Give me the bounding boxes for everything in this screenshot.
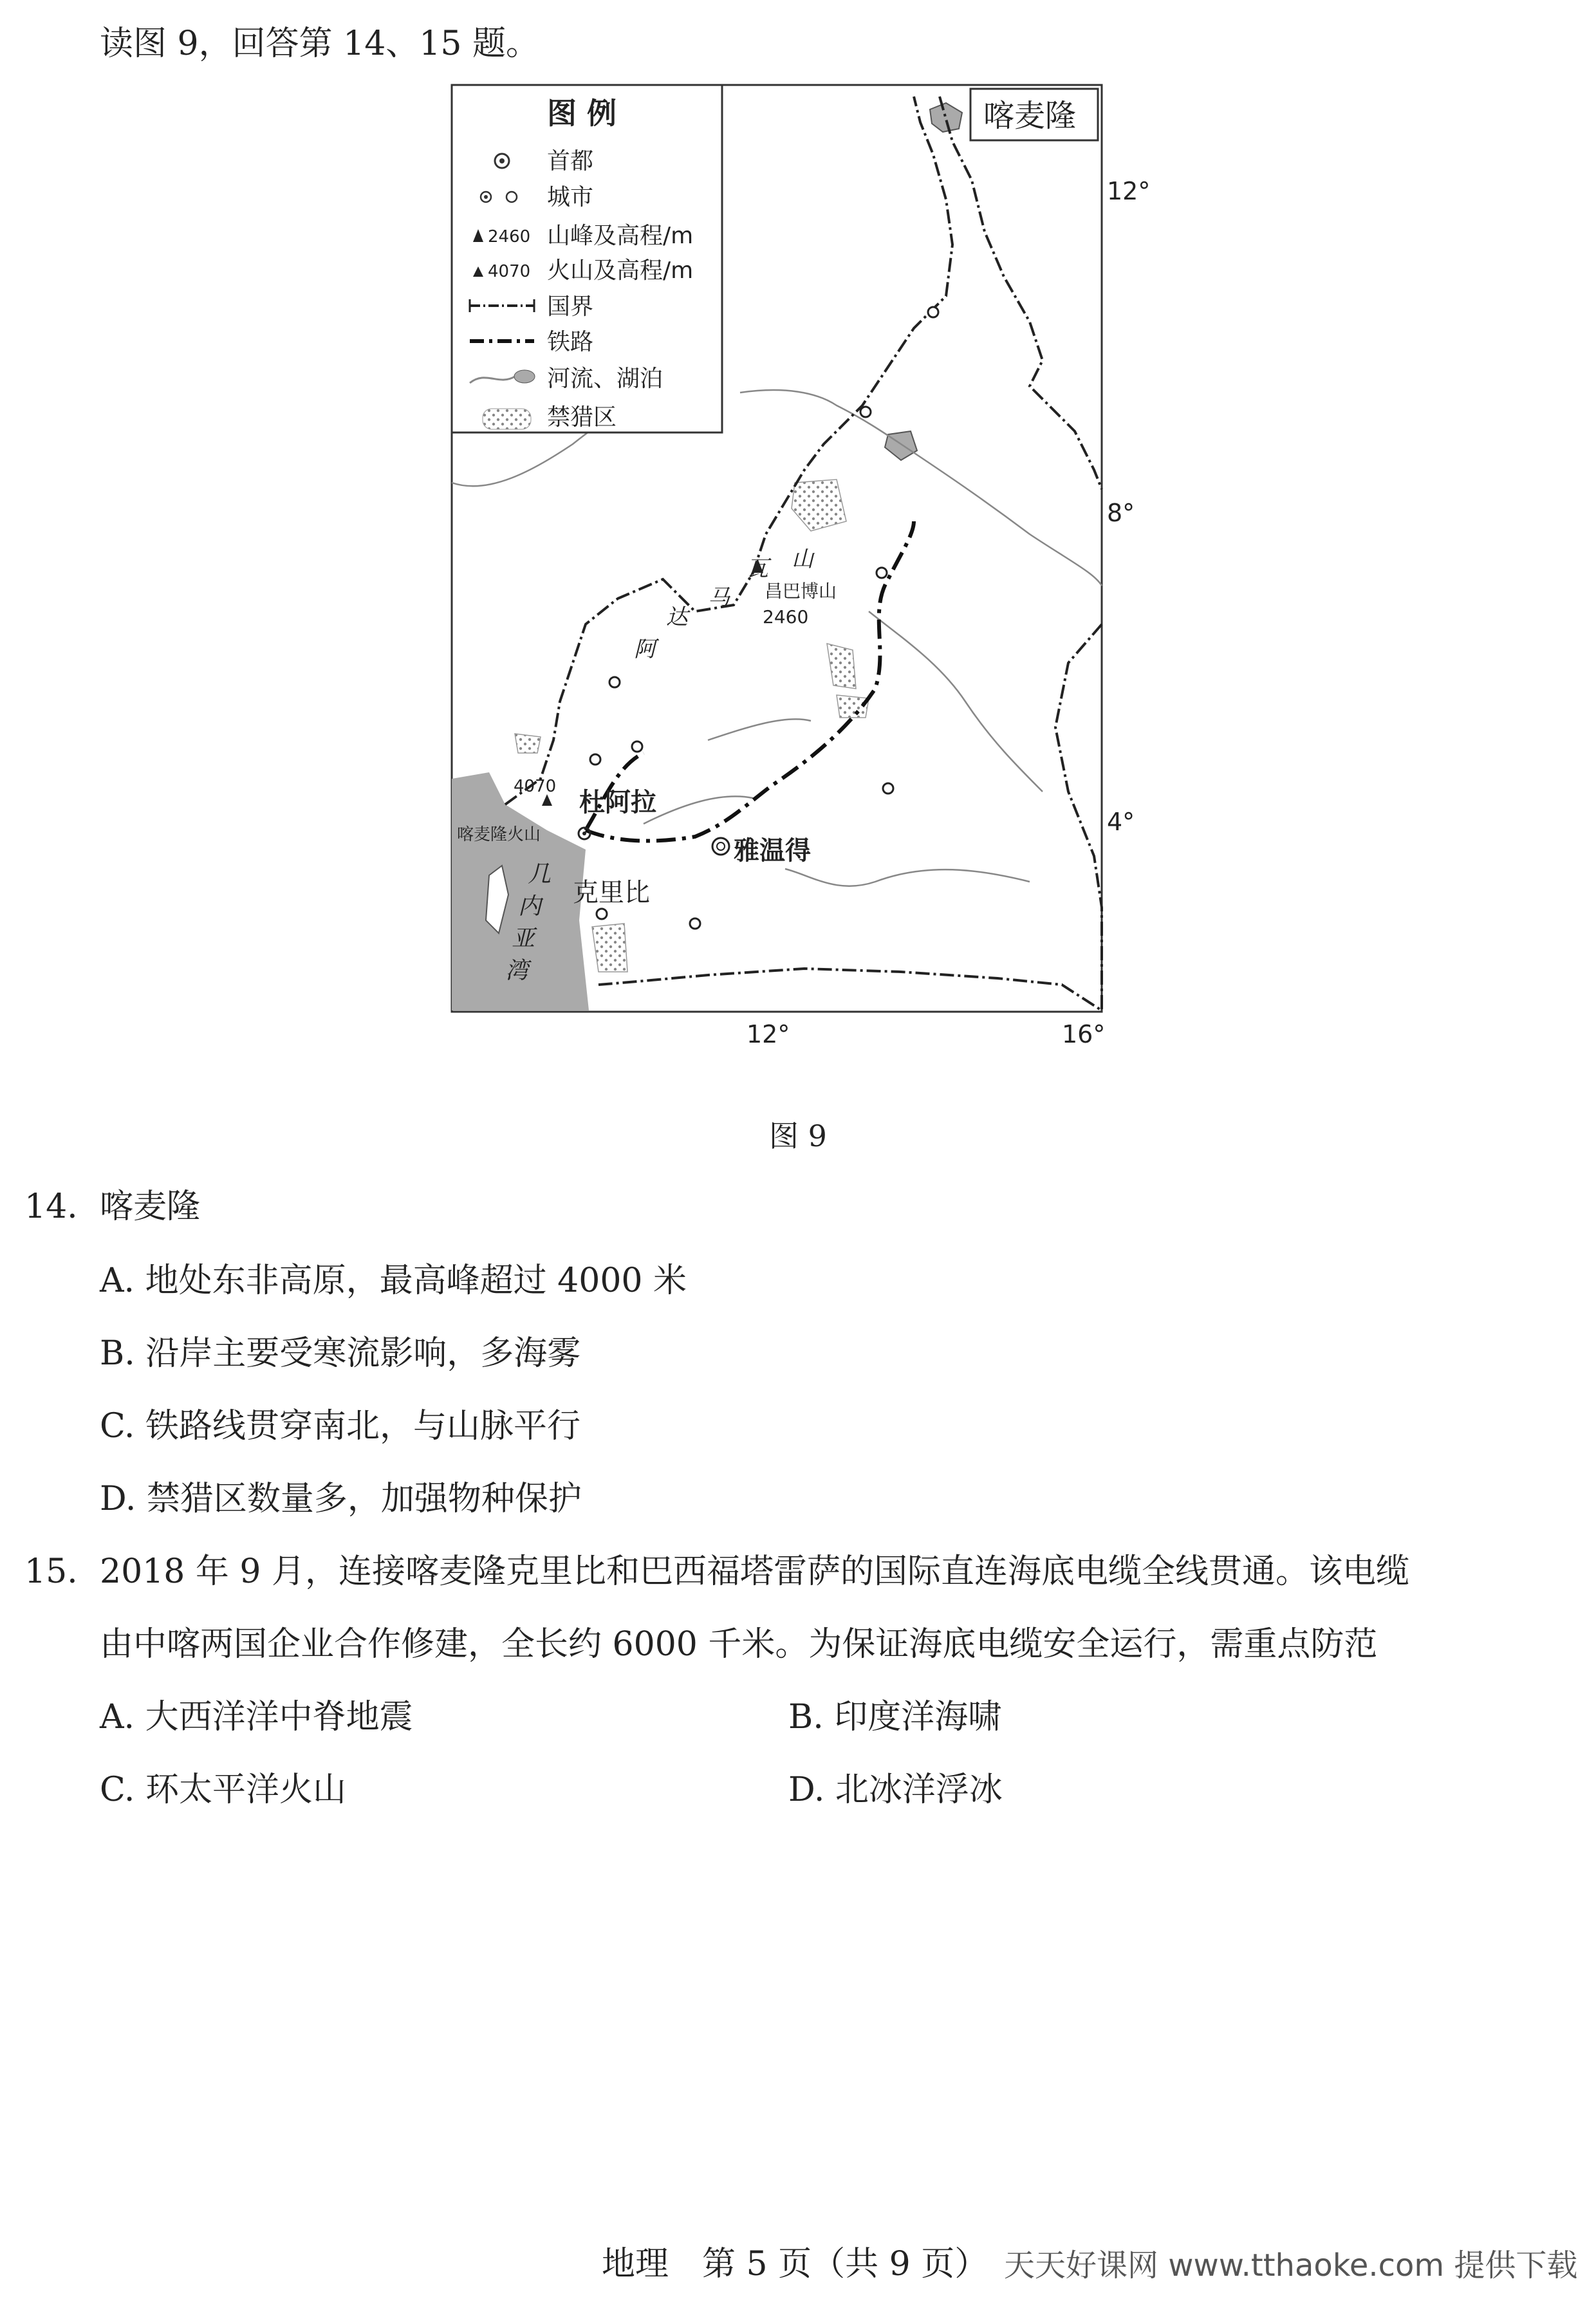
svg-text:4°: 4° [1107, 808, 1135, 836]
q15-number: 15. [24, 1552, 78, 1591]
svg-text:首都: 首都 [547, 148, 594, 174]
label-peak: 昌巴博山 [765, 581, 837, 602]
svg-text:河流、湖泊: 河流、湖泊 [547, 366, 663, 392]
svg-text:国界: 国界 [547, 293, 594, 320]
intro-text: 读图 9，回答第 14、15 题。 [100, 24, 540, 63]
cameroon-map [450, 84, 1151, 1062]
svg-text:禁猎区: 禁猎区 [547, 404, 617, 431]
label-peak-elev: 2460 [763, 606, 809, 628]
q14-option-c: C. 铁路线贯穿南北，与山脉平行 [100, 1407, 581, 1446]
q14-number: 14. [24, 1187, 78, 1226]
label-kribi: 克里比 [573, 878, 650, 907]
q15-option-b: B. 印度洋海啸 [788, 1698, 1002, 1736]
legend [452, 85, 722, 432]
svg-text:山峰及高程/m: 山峰及高程/m [547, 223, 694, 249]
legend-title: 图 例 [547, 96, 617, 131]
inset-title: 喀麦隆 [983, 98, 1077, 134]
q15-option-a: A. 大西洋洋中脊地震 [100, 1698, 413, 1736]
q14-option-d: D. 禁猎区数量多，加强物种保护 [100, 1480, 582, 1518]
label-yaounde: 雅温得 [734, 836, 811, 866]
svg-text:8°: 8° [1107, 499, 1135, 527]
reserve-icon [483, 409, 531, 429]
svg-text:马: 马 [708, 585, 730, 611]
watermark-text: 天天好课网 www.tthaoke.com 提供下载 [1004, 2247, 1578, 2283]
q15-stem-line1: 2018 年 9 月，连接喀麦隆克里比和巴西福塔雷萨的国际直连海底电缆全线贯通。该电缆 [100, 1552, 1410, 1591]
q15-stem-line2: 由中喀两国企业合作修建，全长约 6000 千米。为保证海底电缆安全运行，需重点防范 [100, 1625, 1378, 1664]
svg-text:山: 山 [792, 546, 813, 572]
svg-text:2460: 2460 [488, 227, 531, 246]
q15-option-d: D. 北冰洋浮冰 [788, 1771, 1003, 1809]
svg-text:湾: 湾 [505, 958, 529, 984]
svg-text:12°: 12° [747, 1020, 790, 1048]
svg-text:火山及高程/m: 火山及高程/m [547, 257, 694, 284]
svg-text:亚: 亚 [512, 925, 535, 952]
svg-text:几: 几 [528, 861, 552, 888]
page-footer: 地理 第 5 页（共 9 页） [602, 2245, 988, 2283]
svg-text:12°: 12° [1107, 177, 1151, 205]
q14-option-a: A. 地处东非高原，最高峰超过 4000 米 [100, 1261, 687, 1300]
svg-text:铁路: 铁路 [547, 329, 594, 355]
q14-stem: 喀麦隆 [100, 1187, 201, 1226]
svg-text:阿: 阿 [634, 637, 656, 662]
label-douala: 杜阿拉 [579, 788, 656, 817]
svg-text:内: 内 [518, 893, 542, 920]
label-volcano: 喀麦隆火山 [457, 825, 541, 844]
svg-text:16°: 16° [1062, 1020, 1106, 1048]
svg-text:城市: 城市 [547, 184, 594, 210]
svg-text:4070: 4070 [488, 262, 531, 281]
q15-option-c: C. 环太平洋火山 [100, 1771, 347, 1809]
svg-text:达: 达 [666, 604, 688, 630]
label-volcano-elev: 4070 [514, 777, 557, 796]
svg-text:瓦: 瓦 [747, 556, 768, 582]
figure-caption: 图 9 [769, 1119, 827, 1153]
q14-option-b: B. 沿岸主要受寒流影响，多海雾 [100, 1334, 581, 1373]
